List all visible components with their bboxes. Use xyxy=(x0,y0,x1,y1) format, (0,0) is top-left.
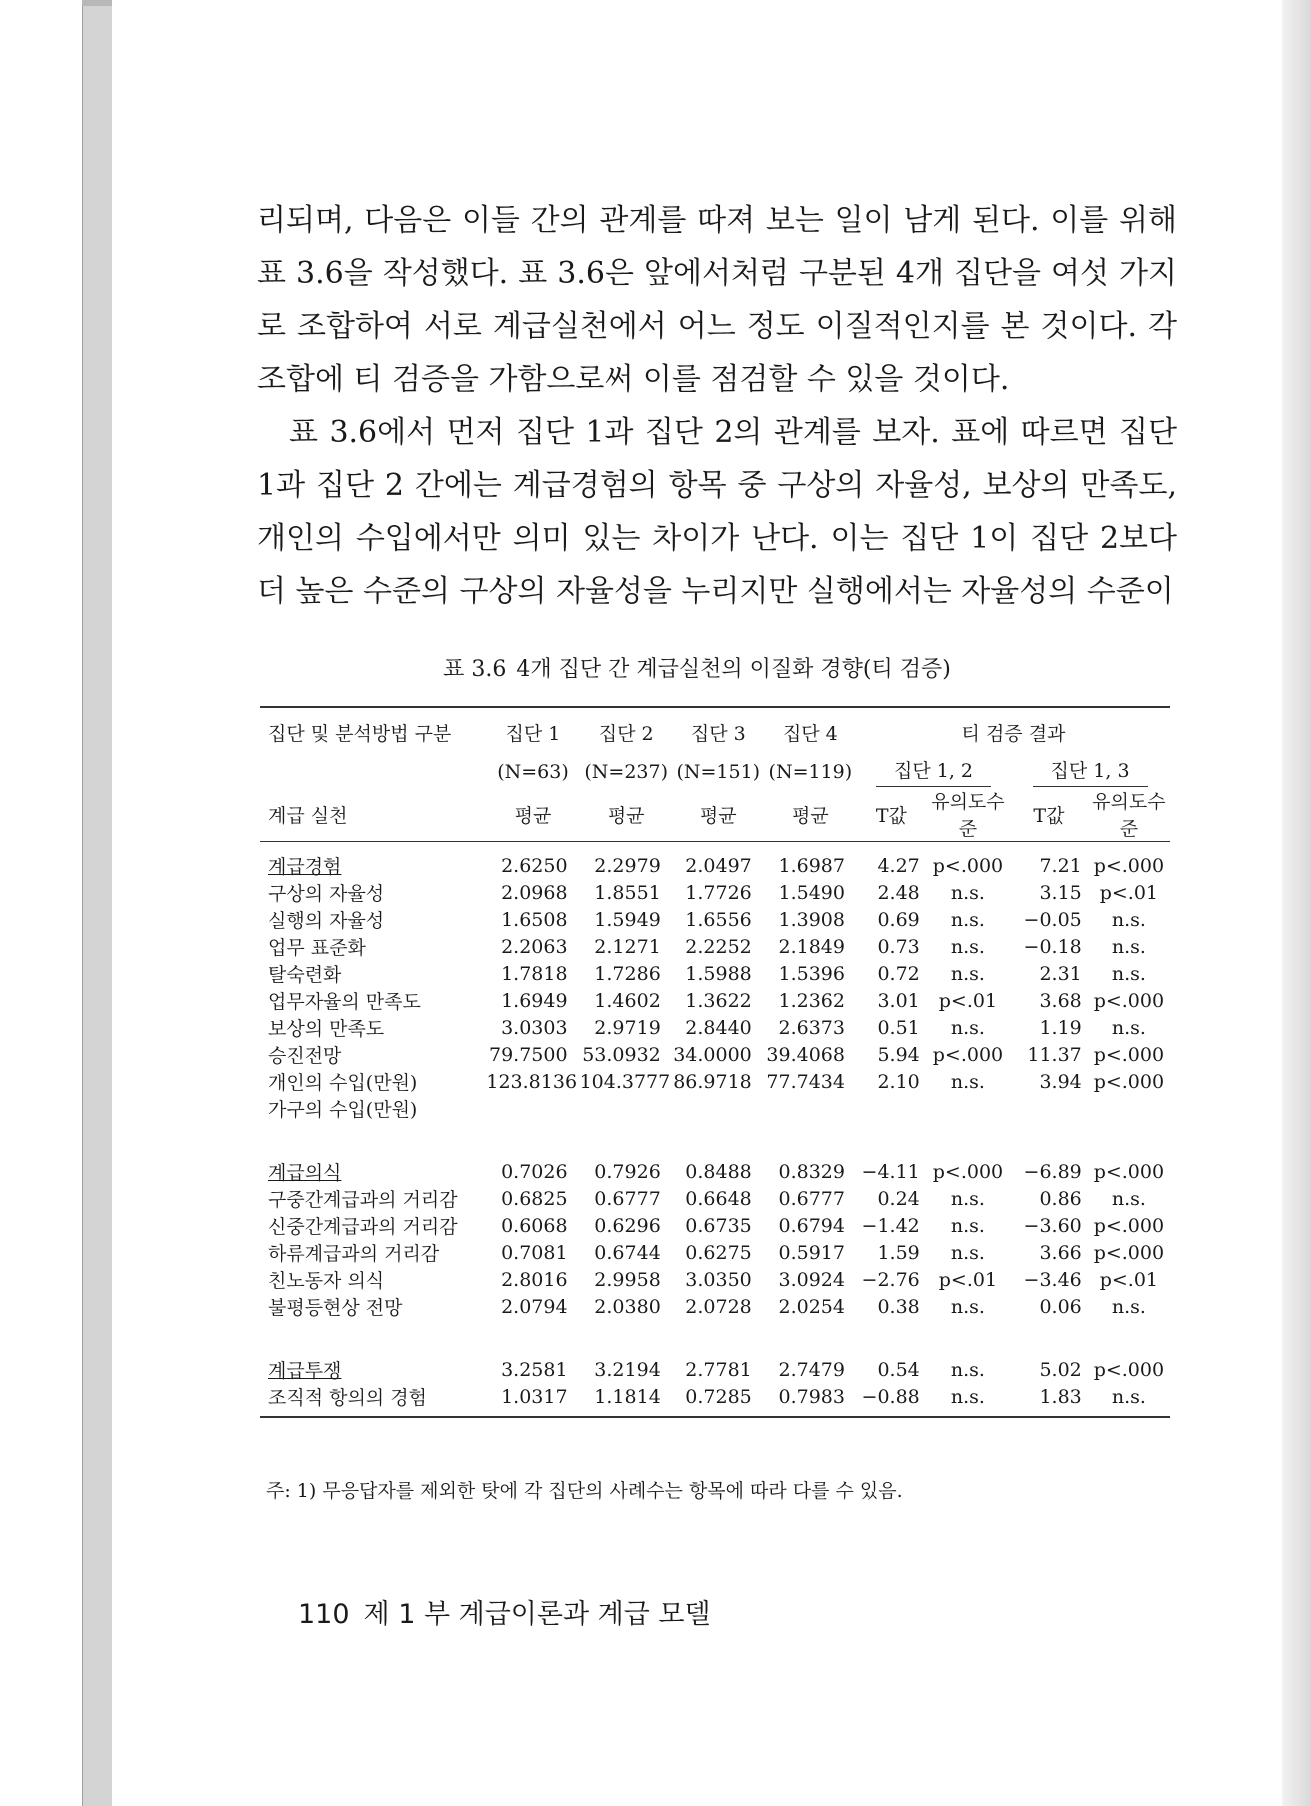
cell-t12: −4.11 xyxy=(861,1160,920,1183)
cell-t13: −0.18 xyxy=(1023,935,1082,958)
body-text xyxy=(257,194,1177,618)
cell-t12: 5.94 xyxy=(877,1043,920,1066)
group-2-header: 집단 2 xyxy=(580,707,673,756)
mean-header-2: 평균 xyxy=(580,787,673,842)
header-row-measures xyxy=(260,787,1170,842)
cell-t13: −6.89 xyxy=(1023,1160,1082,1183)
table-body xyxy=(260,842,1170,1418)
cell-t12: −0.88 xyxy=(857,1383,926,1417)
cell-t12 xyxy=(857,1095,926,1122)
cell-g4: 1.5490 xyxy=(778,881,845,904)
cell-g2: 2.9719 xyxy=(594,1016,661,1039)
section-title: 계급투쟁 xyxy=(268,1360,342,1382)
cell-s12: n.s. xyxy=(950,1070,985,1093)
cell-g1: 1.6949 xyxy=(501,989,568,1012)
table-note: 주: 1) 무응답자를 제외한 탓에 각 집단의 사례수는 항목에 따라 다를 수 있음. xyxy=(266,1480,903,1502)
cell-t12: −2.76 xyxy=(861,1268,920,1291)
table-row xyxy=(260,1346,1170,1383)
row-label: 구상의 자율성 xyxy=(268,883,385,905)
cell-t12: 3.01 xyxy=(877,989,920,1012)
row-label: 탈숙련화 xyxy=(268,964,342,986)
cell-g2: 1.5949 xyxy=(594,908,661,931)
cell-g1: 2.6250 xyxy=(501,854,568,877)
cell-t12: 0.72 xyxy=(877,962,920,985)
row-label: 승진전망 xyxy=(268,1045,342,1067)
table-row xyxy=(260,1266,1170,1293)
table-row xyxy=(260,1185,1170,1212)
cell-s13: n.s. xyxy=(1111,1016,1146,1039)
cell-g2: 0.6777 xyxy=(594,1187,661,1210)
cell-s13: p<.000 xyxy=(1093,1070,1165,1093)
cell-g2: 0.7926 xyxy=(594,1160,661,1183)
row-label: 구중간계급과의 거리감 xyxy=(268,1189,458,1211)
table-row xyxy=(260,1148,1170,1185)
cell-s13: n.s. xyxy=(1111,935,1146,958)
cell-s12: n.s. xyxy=(950,1295,985,1318)
group-3-n: (N=151) xyxy=(676,760,761,783)
cell-g2: 53.0932 xyxy=(582,1043,661,1066)
cell-g3: 1.7726 xyxy=(685,881,752,904)
section-spacer xyxy=(260,1122,1170,1148)
cell-g1: 3.2581 xyxy=(501,1358,568,1381)
cell-s12: p<.01 xyxy=(938,1268,998,1291)
cell-t13 xyxy=(1010,1095,1088,1122)
cell-g2: 2.9958 xyxy=(594,1268,661,1291)
cell-g4: 3.0924 xyxy=(778,1268,845,1291)
table-row xyxy=(260,1095,1170,1122)
table-row xyxy=(260,879,1170,906)
cell-g4: 2.6373 xyxy=(778,1016,845,1039)
cell-t13: 5.02 xyxy=(1039,1358,1082,1381)
cell-g3: 3.0350 xyxy=(685,1268,752,1291)
cell-g2: 1.4602 xyxy=(594,989,661,1012)
cell-t13: 3.68 xyxy=(1039,989,1082,1012)
table-row xyxy=(260,1041,1170,1068)
cell-g2: 0.6296 xyxy=(594,1214,661,1237)
paragraph-2: 표 3.6에서 먼저 집단 1과 집단 2의 관계를 보자. 표에 따르면 집단 1과 집단 2 간에는 계급경험의 항목 중 구상의 자율성, 보상의 만족도, 개인의 수입에서만 의미 있는 차이가 난다. 이는 집단 1이 집단 2보다 더 높은 수준의 구상의 자율성을 누리지만 실행에서는 자율성의 수준이 xyxy=(257,415,1177,609)
cell-g1: 1.6508 xyxy=(501,908,568,931)
row-label: 친노동자 의식 xyxy=(268,1270,385,1292)
cell-s13: n.s. xyxy=(1111,908,1146,931)
cell-t12: 0.51 xyxy=(877,1016,920,1039)
cell-s13: p<.000 xyxy=(1093,1160,1165,1183)
cell-s12 xyxy=(926,1095,1010,1122)
cell-t13: −3.46 xyxy=(1023,1268,1082,1291)
cell-g2: 104.3777 xyxy=(579,1070,671,1093)
cell-g4 xyxy=(764,1095,857,1122)
cell-g2: 0.6744 xyxy=(594,1241,661,1264)
cell-s12: p<.000 xyxy=(932,1043,1004,1066)
cell-s13: n.s. xyxy=(1111,1187,1146,1210)
sig-header-13: 유의도수준 xyxy=(1088,787,1170,842)
t-test-header: 티 검증 결과 xyxy=(857,707,1170,756)
cell-g4: 0.8329 xyxy=(778,1160,845,1183)
cell-g3: 34.0000 xyxy=(673,1043,752,1066)
table-row xyxy=(260,1383,1170,1417)
cell-g4: 0.7983 xyxy=(764,1383,857,1417)
running-footer: 제 1 부 계급이론과 계급 모델 xyxy=(363,1599,711,1630)
table-row xyxy=(260,933,1170,960)
cell-g1: 0.7026 xyxy=(501,1160,568,1183)
cell-s13: n.s. xyxy=(1088,1383,1170,1417)
section-title: 계급경험 xyxy=(268,856,342,878)
cell-g2: 3.2194 xyxy=(594,1358,661,1381)
table-number: 표 3.6 xyxy=(443,657,507,682)
cell-t12: 0.54 xyxy=(877,1358,920,1381)
book-page xyxy=(112,0,1282,1806)
cell-g4: 1.5396 xyxy=(778,962,845,985)
cell-g2: 2.2979 xyxy=(594,854,661,877)
table-row xyxy=(260,1239,1170,1266)
cell-g1: 2.8016 xyxy=(501,1268,568,1291)
cell-s12: n.s. xyxy=(950,962,985,985)
table-caption xyxy=(112,652,1282,683)
cell-g1: 79.7500 xyxy=(489,1043,568,1066)
cell-s12: n.s. xyxy=(950,881,985,904)
cell-g3: 0.8488 xyxy=(685,1160,752,1183)
cell-g3: 0.7285 xyxy=(673,1383,764,1417)
cell-s13: p<.000 xyxy=(1093,1214,1165,1237)
paragraph-1: 리되며, 다음은 이들 간의 관계를 따져 보는 일이 남게 된다. 이를 위해 표 3.6을 작성했다. 표 3.6은 앞에서처럼 구분된 4개 집단을 여섯 가지로 조합하여 서로 계급실천에서 어느 정도 이질적인지를 본 것이다. 각 조합에 티 검증을 가함으로써 이를 점검할 수 있을 것이다. xyxy=(257,203,1177,397)
cell-g1 xyxy=(486,1095,579,1122)
t-test-table xyxy=(260,706,1170,1418)
cell-t13: 1.83 xyxy=(1010,1383,1088,1417)
mean-header-3: 평균 xyxy=(673,787,764,842)
cell-s12: n.s. xyxy=(950,1214,985,1237)
cell-s12: n.s. xyxy=(950,1187,985,1210)
cell-t12: −1.42 xyxy=(861,1214,920,1237)
group-2-n: (N=237) xyxy=(584,760,668,783)
cell-g3: 86.9718 xyxy=(673,1070,752,1093)
row-label: 업무 표준화 xyxy=(268,937,366,959)
row-label: 개인의 수입(만원) xyxy=(268,1072,418,1094)
cell-t12: 0.38 xyxy=(877,1295,920,1318)
cell-t12: 1.59 xyxy=(877,1241,920,1264)
cell-g3: 2.0497 xyxy=(685,854,752,877)
cell-s12: n.s. xyxy=(950,1016,985,1039)
cell-g3: 2.8440 xyxy=(685,1016,752,1039)
cell-g2 xyxy=(580,1095,673,1122)
cell-g2: 2.1271 xyxy=(594,935,661,958)
cell-g1: 3.0303 xyxy=(501,1016,568,1039)
cell-g1: 2.0794 xyxy=(501,1295,568,1318)
table-row xyxy=(260,960,1170,987)
cell-s12: p<.000 xyxy=(932,1160,1004,1183)
cell-t13: 3.94 xyxy=(1039,1070,1082,1093)
cell-s13: n.s. xyxy=(1111,1295,1146,1318)
cell-g1: 123.8136 xyxy=(486,1070,578,1093)
cell-g2: 2.0380 xyxy=(594,1295,661,1318)
cell-g3: 2.2252 xyxy=(685,935,752,958)
cell-g2: 1.1814 xyxy=(580,1383,673,1417)
cell-g1: 1.7818 xyxy=(501,962,568,985)
table-row xyxy=(260,1014,1170,1041)
row-label: 조직적 항의의 경험 xyxy=(260,1383,486,1417)
cell-g4: 2.1849 xyxy=(778,935,845,958)
mean-header-4: 평균 xyxy=(764,787,857,842)
cell-g3: 0.6735 xyxy=(685,1214,752,1237)
cell-g4: 1.3908 xyxy=(778,908,845,931)
cell-g1: 0.6825 xyxy=(501,1187,568,1210)
mean-header-1: 평균 xyxy=(486,787,579,842)
cell-g4: 2.0254 xyxy=(778,1295,845,1318)
cell-g3: 0.6648 xyxy=(685,1187,752,1210)
row-label: 실행의 자율성 xyxy=(268,910,385,932)
cell-s13: p<.000 xyxy=(1093,1043,1165,1066)
book-spine-top xyxy=(82,0,112,6)
table-row xyxy=(260,906,1170,933)
cell-s12: n.s. xyxy=(926,1383,1010,1417)
row-label-header: 계급 실천 xyxy=(260,787,486,842)
row-label: 하류계급과의 거리감 xyxy=(268,1243,440,1265)
cell-g3 xyxy=(673,1095,764,1122)
table-row xyxy=(260,1068,1170,1095)
pair-13-header: 집단 1, 3 xyxy=(1010,756,1170,787)
cell-g4: 2.7479 xyxy=(778,1358,845,1381)
page-number: 110 xyxy=(298,1599,350,1630)
page-footer xyxy=(298,1592,711,1631)
cell-t13: 7.21 xyxy=(1039,854,1082,877)
header-row-groups xyxy=(260,707,1170,756)
t-value-header-12: T값 xyxy=(857,787,926,842)
table-row xyxy=(260,1212,1170,1239)
cell-s13: p<.000 xyxy=(1093,1358,1165,1381)
cell-s13: p<.000 xyxy=(1093,854,1165,877)
cell-s13: p<.000 xyxy=(1093,1241,1165,1264)
cell-g4: 1.2362 xyxy=(778,989,845,1012)
row-label: 불평등현상 전망 xyxy=(268,1297,403,1319)
row-label: 신중간계급과의 거리감 xyxy=(268,1216,458,1238)
cell-g4: 1.6987 xyxy=(778,854,845,877)
section-spacer xyxy=(260,1320,1170,1346)
cell-s12: n.s. xyxy=(950,935,985,958)
group-4-header: 집단 4 xyxy=(764,707,857,756)
cell-g3: 1.3622 xyxy=(685,989,752,1012)
t-value-header-13: T값 xyxy=(1010,787,1088,842)
header-row-n xyxy=(260,756,1170,787)
cell-t12: 4.27 xyxy=(877,854,920,877)
cell-g1: 0.6068 xyxy=(501,1214,568,1237)
cell-g4: 0.5917 xyxy=(778,1241,845,1264)
cell-t13: 2.31 xyxy=(1039,962,1082,985)
table-row xyxy=(260,987,1170,1014)
section-title: 계급의식 xyxy=(268,1162,342,1184)
table-row xyxy=(260,842,1170,880)
sig-header-12: 유의도수준 xyxy=(926,787,1010,842)
cell-g1: 1.0317 xyxy=(486,1383,579,1417)
cell-t12: 0.24 xyxy=(877,1187,920,1210)
col-group-label: 집단 및 분석방법 구분 xyxy=(260,707,486,756)
cell-t13: 3.15 xyxy=(1039,881,1082,904)
cell-s13: p<.01 xyxy=(1099,1268,1159,1291)
cell-s13: p<.000 xyxy=(1093,989,1165,1012)
pair-12-header: 집단 1, 2 xyxy=(857,756,1010,787)
cell-s13 xyxy=(1088,1095,1170,1122)
cell-g1: 2.0968 xyxy=(501,881,568,904)
cell-g3: 1.6556 xyxy=(685,908,752,931)
row-label: 보상의 만족도 xyxy=(268,1018,385,1040)
cell-g4: 0.6777 xyxy=(778,1187,845,1210)
cell-t12: 2.48 xyxy=(877,881,920,904)
cell-s12: n.s. xyxy=(950,1241,985,1264)
cell-g3: 2.7781 xyxy=(685,1358,752,1381)
cell-g4: 39.4068 xyxy=(766,1043,845,1066)
group-1-header: 집단 1 xyxy=(486,707,579,756)
cell-t13: 0.06 xyxy=(1039,1295,1082,1318)
cell-s12: p<.01 xyxy=(938,989,998,1012)
cell-t12: 0.73 xyxy=(877,935,920,958)
cell-t13: −0.05 xyxy=(1023,908,1082,931)
cell-t12: 0.69 xyxy=(877,908,920,931)
cell-t13: −3.60 xyxy=(1023,1214,1082,1237)
cell-g3: 1.5988 xyxy=(685,962,752,985)
group-4-n: (N=119) xyxy=(768,760,853,783)
row-label: 가구의 수입(만원) xyxy=(268,1099,418,1121)
cell-g2: 1.7286 xyxy=(594,962,661,985)
cell-g4: 0.6794 xyxy=(778,1214,845,1237)
cell-t13: 3.66 xyxy=(1039,1241,1082,1264)
cell-g1: 2.2063 xyxy=(501,935,568,958)
cell-t13: 0.86 xyxy=(1039,1187,1082,1210)
group-1-n: (N=63) xyxy=(497,760,569,783)
group-3-header: 집단 3 xyxy=(673,707,764,756)
cell-g2: 1.8551 xyxy=(594,881,661,904)
cell-g3: 2.0728 xyxy=(685,1295,752,1318)
cell-s12: n.s. xyxy=(950,1358,985,1381)
cell-t12: 2.10 xyxy=(877,1070,920,1093)
cell-s13: n.s. xyxy=(1111,962,1146,985)
cell-t13: 11.37 xyxy=(1027,1043,1082,1066)
table-title: 4개 집단 간 계급실천의 이질화 경향(티 검증) xyxy=(516,657,951,682)
cell-s12: n.s. xyxy=(950,908,985,931)
book-spine xyxy=(82,0,113,1806)
cell-s12: p<.000 xyxy=(932,854,1004,877)
page-edge-shadow xyxy=(1282,0,1311,1806)
row-label: 업무자율의 만족도 xyxy=(268,991,421,1013)
cell-s13: p<.01 xyxy=(1099,881,1159,904)
cell-g3: 0.6275 xyxy=(685,1241,752,1264)
cell-t13: 1.19 xyxy=(1039,1016,1082,1039)
cell-g4: 77.7434 xyxy=(766,1070,845,1093)
cell-g1: 0.7081 xyxy=(501,1241,568,1264)
table-row xyxy=(260,1293,1170,1320)
